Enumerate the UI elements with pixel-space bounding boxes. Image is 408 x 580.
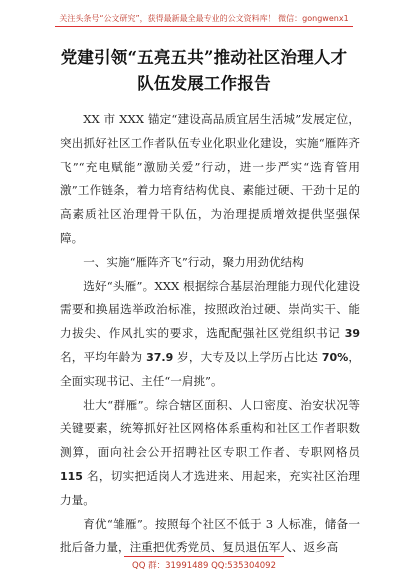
intro-paragraph: XX 市 XXX 锚定“建设高品质宜居生活城”发展定位，突出抓好社区工作者队伍专业化职业化建设，实施“雁阵齐飞”“充电赋能”激励关爱”行动，进一步严实“选育管用激”工作链条，着力培育结构优良、素能过硬、干劲十足的高素质社区治理骨干队伍，为治理提质增效提供坚强保障。: [60, 112, 360, 245]
paragraph-cultivate-reserve: 育优“雏雁”。按照每个社区不低于 3 人标准，储备一批后备力量，注重把优秀党员、复员退伍军人、返乡高: [60, 516, 360, 555]
header-banner: [0, 6, 408, 27]
p2-text-a: 壮大“群雁”。综合辖区面积、人口密度、治安状况等关键要素，统筹抓好社区网格体系重构和社区工作者职数测算，面向社会公开招聘社区专职工作者、专职网格员: [60, 397, 360, 460]
p1-text-c: 岁，大专及以上学历占比达: [173, 349, 322, 364]
p1-number-percent: 70%: [321, 350, 349, 364]
p2-text-b: 名，切实把适岗人才选进来、用起来，充实社区治理力量。: [60, 468, 360, 507]
p1-text-a: 选好“头雁”。XXX 根据综合基层治理能力现代化建设需要和换届选举政治标准，按照政治过硬、崇尚实干、能力拔尖、作风扎实的要求，选配配强社区党组织书记: [60, 278, 360, 341]
document-title: [40, 45, 368, 97]
paragraph-select-leaders: [60, 275, 360, 394]
p1-text-b: 名，平均年龄为: [60, 349, 147, 364]
banner-text: 关注头条号“公文研究”，获得最新最全最专业的公文资料库！ 微信：gongwenx1: [55, 13, 352, 27]
p1-number-age: 37.9: [146, 350, 174, 364]
p1-text-d: ，全面实现书记、主任“一肩挑”。: [60, 349, 360, 388]
p2-number-recruits: 115: [60, 469, 83, 483]
document-body: [60, 108, 360, 560]
paragraph-expand-team: [60, 394, 360, 513]
section-heading: 一、实施“雁阵齐飞”行动，聚力用劲优结构: [83, 254, 304, 269]
title-line-2: 队伍发展工作报告: [137, 74, 271, 93]
p1-number-secretaries: 39: [344, 327, 360, 341]
footer-contact: [0, 553, 408, 572]
footer-text: QQ 群：31991489 QQ:535304092: [124, 556, 284, 571]
title-line-1: 党建引领“五亮五共”推动社区治理人才: [60, 48, 348, 67]
